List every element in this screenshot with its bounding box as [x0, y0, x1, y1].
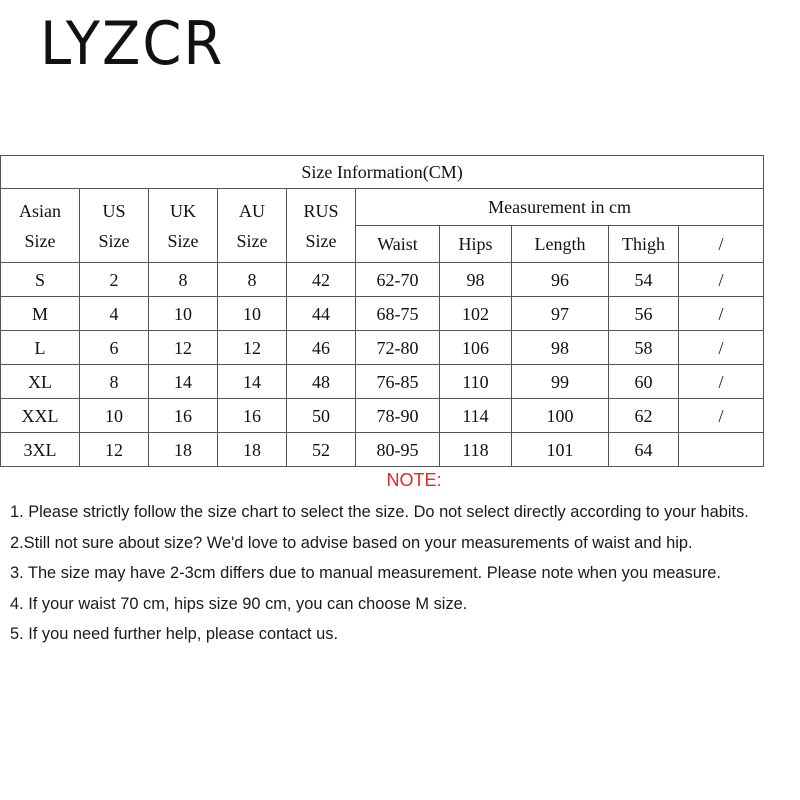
table-cell: 10 [149, 297, 218, 331]
table-cell: 54 [609, 263, 679, 297]
table-cell: / [679, 297, 764, 331]
table-cell: 72-80 [356, 331, 440, 365]
header-au-size [218, 189, 287, 263]
header-line: RUS [303, 200, 339, 221]
table-cell: S [1, 263, 80, 297]
size-chart-table [0, 155, 764, 467]
table-cell: 78-90 [356, 399, 440, 433]
header-extra: / [679, 226, 764, 263]
table-cell: 8 [80, 365, 149, 399]
table-row [1, 331, 764, 365]
table-cell: 99 [512, 365, 609, 399]
table-cell: M [1, 297, 80, 331]
table-cell: 62 [609, 399, 679, 433]
table-cell: 56 [609, 297, 679, 331]
brand-logo: LYZCR [40, 10, 225, 79]
note-title: NOTE: [386, 470, 442, 490]
header-thigh: Thigh [609, 226, 679, 263]
table-cell: 80-95 [356, 433, 440, 467]
table-cell: 3XL [1, 433, 80, 467]
table-cell: 62-70 [356, 263, 440, 297]
table-cell: L [1, 331, 80, 365]
header-line: AU [239, 200, 265, 221]
table-row [1, 365, 764, 399]
header-line: Size [167, 230, 199, 251]
table-cell: / [679, 365, 764, 399]
note-list [10, 500, 749, 653]
header-line: US [102, 200, 126, 221]
header-length: Length [512, 226, 609, 263]
table-cell: XL [1, 365, 80, 399]
table-cell: 14 [149, 365, 218, 399]
table-row [1, 263, 764, 297]
header-line: Size [98, 230, 130, 251]
table-cell: / [679, 331, 764, 365]
table-cell: 42 [287, 263, 356, 297]
table-row [1, 399, 764, 433]
table-cell: 10 [218, 297, 287, 331]
table-cell: 68-75 [356, 297, 440, 331]
table-cell [679, 433, 764, 467]
header-hips: Hips [440, 226, 512, 263]
header-measurement: Measurement in cm [356, 189, 764, 226]
table-cell: 14 [218, 365, 287, 399]
table-cell: 100 [512, 399, 609, 433]
table-cell: XXL [1, 399, 80, 433]
table-cell: 114 [440, 399, 512, 433]
table-cell: 16 [218, 399, 287, 433]
table-cell: 12 [80, 433, 149, 467]
table-cell: 106 [440, 331, 512, 365]
header-line: Size [236, 230, 268, 251]
table-cell: 12 [149, 331, 218, 365]
table-cell: 18 [218, 433, 287, 467]
header-line: UK [170, 200, 196, 221]
table-cell: 8 [218, 263, 287, 297]
table-cell: 18 [149, 433, 218, 467]
table-cell: 102 [440, 297, 512, 331]
table-cell: 58 [609, 331, 679, 365]
note-item: 2.Still not sure about size? We'd love to advise based on your measurements of waist and hip. [10, 533, 693, 552]
table-cell: 98 [440, 263, 512, 297]
table-cell: 44 [287, 297, 356, 331]
table-cell: 4 [80, 297, 149, 331]
table-cell: 118 [440, 433, 512, 467]
table-caption: Size Information(CM) [1, 156, 764, 189]
table-cell: 98 [512, 331, 609, 365]
note-item: 1. Please strictly follow the size chart to select the size. Do not select directly according to your habits. [10, 503, 749, 521]
table-cell: 6 [80, 331, 149, 365]
header-line: Size [24, 230, 56, 251]
size-rows [1, 263, 764, 467]
table-cell: 10 [80, 399, 149, 433]
table-cell: 110 [440, 365, 512, 399]
header-line: Size [305, 230, 337, 251]
header-line: Asian [19, 200, 61, 221]
table-cell: 76-85 [356, 365, 440, 399]
note-item: 5. If you need further help, please contact us. [10, 625, 339, 643]
table-cell: / [679, 399, 764, 433]
table-cell: 16 [149, 399, 218, 433]
header-asian-size [1, 189, 80, 263]
table-cell: 60 [609, 365, 679, 399]
table-cell: 12 [218, 331, 287, 365]
header-us-size [80, 189, 149, 263]
table-cell: 48 [287, 365, 356, 399]
table-cell: 50 [287, 399, 356, 433]
header-uk-size [149, 189, 218, 263]
table-row [1, 297, 764, 331]
table-cell: / [679, 263, 764, 297]
header-waist: Waist [356, 226, 440, 263]
table-cell: 64 [609, 433, 679, 467]
table-cell: 101 [512, 433, 609, 467]
table-cell: 8 [149, 263, 218, 297]
header-rus-size [287, 189, 356, 263]
table-cell: 97 [512, 297, 609, 331]
table-cell: 96 [512, 263, 609, 297]
note-item: 4. If your waist 70 cm, hips size 90 cm, you can choose M size. [10, 594, 468, 613]
table-row [1, 433, 764, 467]
table-cell: 2 [80, 263, 149, 297]
note-item: 3. The size may have 2-3cm differs due to manual measurement. Please note when you measure. [10, 564, 721, 582]
table-cell: 46 [287, 331, 356, 365]
table-cell: 52 [287, 433, 356, 467]
